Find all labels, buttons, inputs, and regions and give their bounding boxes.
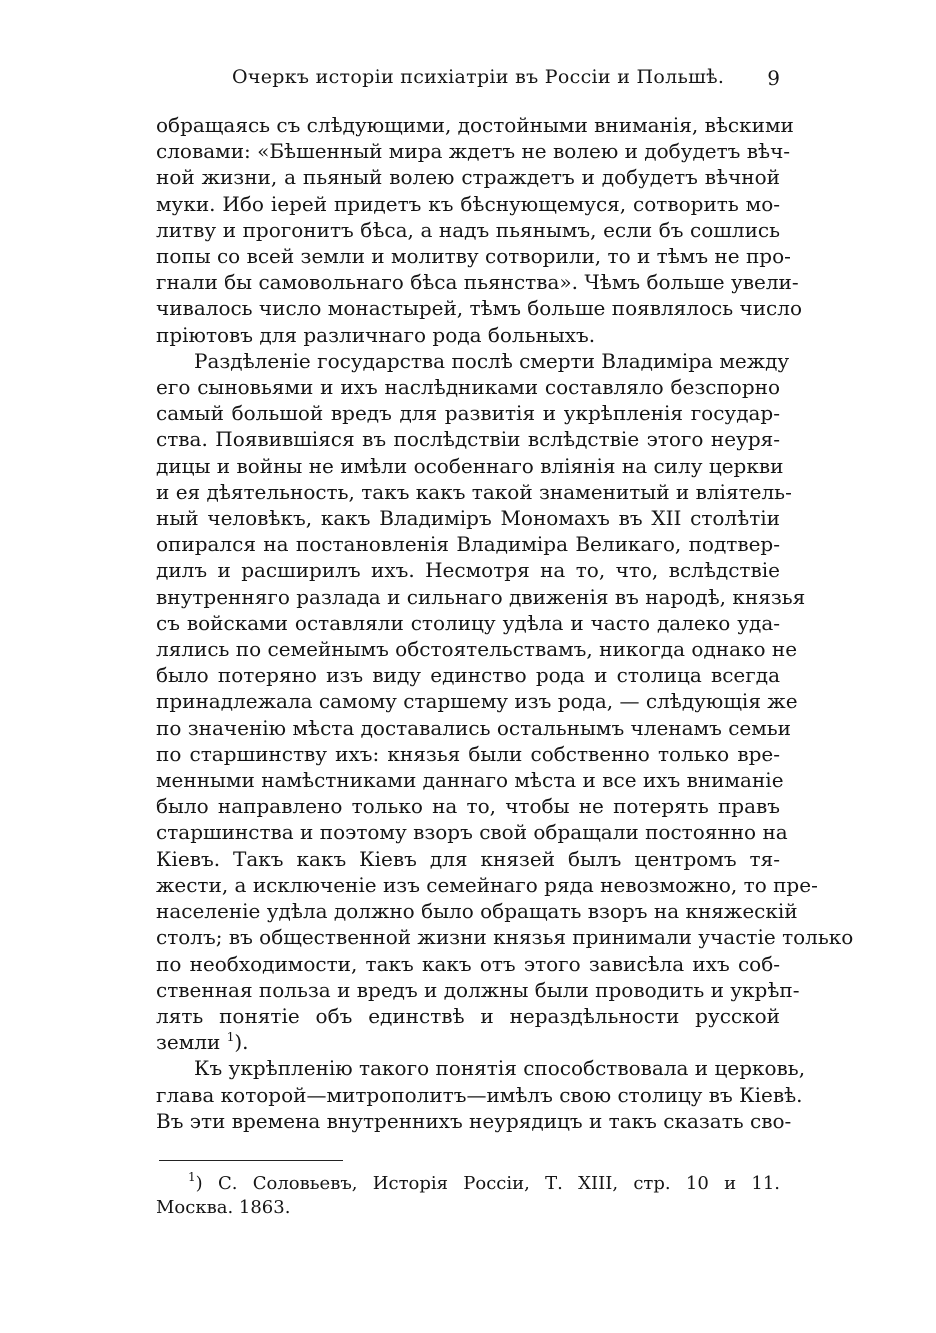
page-number: 9 (767, 66, 780, 90)
running-title: Очеркъ исторіи психіатріи въ Россіи и Польшѣ. (232, 66, 725, 88)
text-line: было потеряно изъ виду единство рода и столица всегда (156, 663, 780, 688)
text-line: жести, а исключеніе изъ семейнаго ряда невозможно, то пре- (156, 872, 818, 897)
text-line: муки. Ибо іерей придетъ къ бѣснующемуся, сотворить мо- (156, 191, 780, 216)
footnote-reference[interactable]: 1 (226, 1030, 235, 1045)
text-fragment: ). (234, 1030, 249, 1055)
footnotes (156, 1172, 780, 1220)
text-line: принадлежала самому старшему изъ рода, — слѣдующія же (156, 689, 798, 714)
text-line: дицы и войны не имѣли особеннаго вліянія на силу церкви (156, 453, 784, 478)
text-line: Къ укрѣпленію такого понятія способствовала и церковь, (194, 1056, 806, 1081)
paragraph-1 (156, 112, 802, 348)
text-line: чивалось число монастырей, тѣмъ больше появлялось число (156, 296, 802, 321)
footnote-line (156, 1172, 780, 1196)
footnote-marker: 1 (188, 1170, 196, 1184)
text-line: населеніе удѣла должно было обращать взоръ на княжескій (156, 899, 798, 924)
text-line: самый большой вредъ для развитія и укрѣпленія государ- (156, 401, 780, 426)
text-line: ственная польза и вредъ и должны были проводить и укрѣп- (156, 977, 800, 1002)
text-line: внутренняго разлада и сильнаго движенія въ народѣ, князья (156, 584, 806, 609)
text-line: старшинства и поэтому взоръ свой обращали постоянно на (156, 820, 788, 845)
footnote-text: ) С. Соловьевъ, Исторія Россіи, Т. XIII, стр. 10 и 11. (195, 1173, 780, 1194)
text-line: его сыновьями и ихъ наслѣдниками составляло безспорно (156, 375, 780, 400)
text-line: по значенію мѣста доставались остальнымъ членамъ семьи (156, 715, 791, 740)
text-line: лялись по семейнымъ обстоятельствамъ, никогда однако не (156, 637, 798, 662)
text-line: Раздѣленіе государства послѣ смерти Владиміра между (194, 348, 790, 373)
text-line-final (156, 1029, 780, 1055)
text-line: ной жизни, а пьяный волею страждетъ и добудетъ вѣчной (156, 165, 780, 190)
text-line: гнали бы самовольнаго бѣса пьянства». Чѣмъ больше увели- (156, 270, 799, 295)
text-line: дилъ и расширилъ ихъ. Несмотря на то, что, вслѣдствіе (156, 558, 780, 583)
text-line: Кіевъ. Такъ какъ Кіевъ для князей былъ центромъ тя- (156, 846, 780, 871)
text-line: было направлено только на то, чтобы не потерять правъ (156, 794, 780, 819)
text-fragment: земли (156, 1030, 221, 1055)
footnote-divider (159, 1160, 343, 1161)
text-line: литву и прогонитъ бѣса, а надъ пьянымъ, если бъ сошлись (156, 217, 780, 242)
text-line: обращаясь съ слѣдующими, достойными вниманія, вѣскими (156, 113, 794, 137)
text-line: и ея дѣятельность, такъ какъ такой знаменитый и вліятель- (156, 479, 792, 504)
text-line: ства. Появившіяся въ послѣдствіи вслѣдствіе этого неуря- (156, 427, 780, 452)
text-line: лять понятіе объ единствѣ и нераздѣльности русской (156, 1003, 780, 1028)
text-line: попы со всей земли и молитву сотворили, то и тѣмъ не про- (156, 244, 791, 269)
text-line: по необходимости, такъ какъ отъ этого зависѣла ихъ соб- (156, 951, 780, 976)
text-line: словами: «Бѣшенный мира ждетъ не волею и добудетъ вѣч- (156, 139, 791, 164)
text-line: пріютовъ для различнаго рода больныхъ. (156, 322, 596, 347)
paragraph-3 (156, 1055, 806, 1134)
text-line: съ войсками оставляли столицу удѣла и часто далеко уда- (156, 610, 780, 635)
paragraph-2 (156, 348, 854, 1055)
text-line: глава которой—митрополитъ—имѣлъ свою столицу въ Кіевѣ. (156, 1082, 803, 1107)
text-line: по старшинству ихъ: князья были собственно только вре- (156, 741, 780, 766)
text-line: ный человѣкъ, какъ Владиміръ Мономахъ въ XII столѣтіи (156, 506, 780, 531)
footnote-line: Москва. 1863. (156, 1197, 291, 1218)
running-header (156, 66, 780, 96)
text-line: Въ эти времена внутреннихъ неурядицъ и такъ сказать сво- (156, 1108, 792, 1133)
text-line: опирался на постановленія Владиміра Великаго, подтвер- (156, 532, 780, 557)
text-line: менными намѣстниками даннаго мѣста и все ихъ вниманіе (156, 768, 784, 793)
body-text (156, 112, 854, 1134)
text-line: столъ; въ общественной жизни князья принимали участіе только (156, 925, 854, 950)
